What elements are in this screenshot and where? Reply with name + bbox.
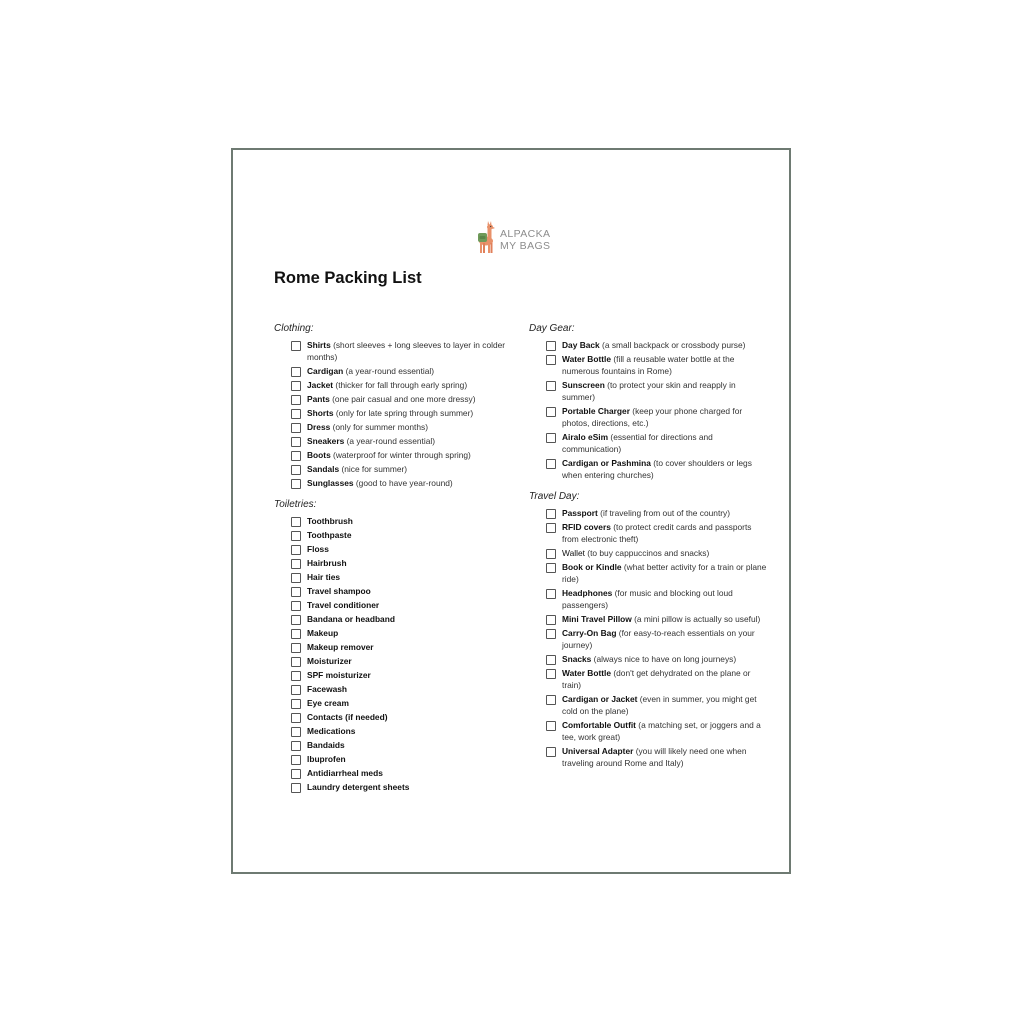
checklist-item xyxy=(291,557,514,569)
item-description: (fill a reusable water bottle at the numerous fountains in Rome) xyxy=(562,354,735,376)
checklist-item xyxy=(291,641,514,653)
checklist-item xyxy=(291,753,514,765)
logo-line-1: ALPACKA xyxy=(500,227,551,240)
item-name: Day Back xyxy=(562,340,600,350)
checkbox[interactable] xyxy=(291,657,301,667)
item-name: Pants xyxy=(307,394,330,404)
item-name: Cardigan or Jacket xyxy=(562,694,638,704)
item-text xyxy=(562,561,769,585)
item-text xyxy=(307,365,514,377)
logo-line-2: MY BAGS xyxy=(500,239,551,252)
item-text xyxy=(562,339,769,351)
checkbox[interactable] xyxy=(546,381,556,391)
item-text xyxy=(307,641,514,653)
item-text xyxy=(562,627,769,651)
item-text xyxy=(562,745,769,769)
item-text xyxy=(562,405,769,429)
item-name: Water Bottle xyxy=(562,668,612,678)
checklist-item xyxy=(291,379,514,391)
item-description: (only for late spring through summer) xyxy=(333,408,474,418)
checkbox[interactable] xyxy=(291,367,301,377)
item-text xyxy=(307,557,514,569)
item-text xyxy=(562,693,769,717)
checklist-item xyxy=(291,435,514,447)
checklist-item xyxy=(546,667,769,691)
checklist-item xyxy=(546,587,769,611)
checklist-item xyxy=(291,585,514,597)
section-heading: Travel Day: xyxy=(529,491,580,502)
item-description: (for easy-to-reach essentials on your journey) xyxy=(562,628,755,650)
item-text xyxy=(307,585,514,597)
item-description: (even in summer, you might get cold on the plane) xyxy=(562,694,757,716)
checkbox[interactable] xyxy=(291,643,301,653)
checkbox[interactable] xyxy=(291,699,301,709)
checkbox[interactable] xyxy=(291,341,301,351)
item-name: Sunscreen xyxy=(562,380,605,390)
item-name: Sneakers xyxy=(307,436,345,446)
item-name: Makeup remover xyxy=(307,642,374,652)
item-text xyxy=(307,515,514,527)
left-column xyxy=(274,322,514,795)
item-text xyxy=(562,653,769,665)
item-name: Eye cream xyxy=(307,698,349,708)
item-text xyxy=(307,339,514,363)
item-description: (thicker for fall through early spring) xyxy=(333,380,468,390)
item-text xyxy=(562,587,769,611)
item-name: Water Bottle xyxy=(562,354,612,364)
checklist-item xyxy=(546,521,769,545)
checkbox[interactable] xyxy=(291,671,301,681)
checklist-item xyxy=(546,457,769,481)
checklist-item xyxy=(546,379,769,403)
item-description: (to cover shoulders or legs when entering churches) xyxy=(562,458,752,480)
section-heading: Day Gear: xyxy=(529,323,575,334)
checklist-item xyxy=(291,627,514,639)
item-name: Dress xyxy=(307,422,331,432)
checklist-item xyxy=(291,767,514,779)
item-name: Bandana or headband xyxy=(307,614,395,624)
checklist-item xyxy=(291,543,514,555)
item-description: (only for summer months) xyxy=(330,422,429,432)
item-name: Cardigan xyxy=(307,366,344,376)
alpaca-icon xyxy=(476,220,498,259)
checklist-item xyxy=(291,571,514,583)
item-name: Travel shampoo xyxy=(307,586,371,596)
item-name: Wallet xyxy=(562,548,585,558)
item-text xyxy=(562,667,769,691)
checkbox[interactable] xyxy=(546,721,556,731)
right-column xyxy=(529,322,769,771)
item-description: (a matching set, or joggers and a tee, work great) xyxy=(562,720,761,742)
checklist-item xyxy=(291,655,514,667)
checkbox[interactable] xyxy=(291,601,301,611)
logo xyxy=(476,220,550,259)
item-name: Passport xyxy=(562,508,598,518)
checkbox[interactable] xyxy=(291,755,301,765)
item-name: Travel conditioner xyxy=(307,600,380,610)
item-name: Comfortable Outfit xyxy=(562,720,636,730)
checkbox[interactable] xyxy=(546,433,556,443)
item-description: (what better activity for a train or plane ride) xyxy=(562,562,767,584)
item-text xyxy=(307,753,514,765)
item-name: SPF moisturizer xyxy=(307,670,371,680)
checklist xyxy=(274,339,514,489)
item-text xyxy=(562,353,769,377)
item-name: Headphones xyxy=(562,588,613,598)
item-name: Hairbrush xyxy=(307,558,347,568)
checkbox[interactable] xyxy=(546,407,556,417)
checklist-item xyxy=(291,515,514,527)
section-travel-day xyxy=(529,490,769,769)
checklist-item xyxy=(291,697,514,709)
section-heading: Toiletries: xyxy=(274,499,317,510)
item-name: Toothpaste xyxy=(307,530,352,540)
page-title: Rome Packing List xyxy=(274,269,422,287)
checklist-item xyxy=(291,739,514,751)
item-description: (a year-round essential) xyxy=(344,436,436,446)
checklist-item xyxy=(291,463,514,475)
item-text xyxy=(562,379,769,403)
section-toiletries xyxy=(274,498,514,793)
checkbox[interactable] xyxy=(291,629,301,639)
item-name: RFID covers xyxy=(562,522,611,532)
checkbox[interactable] xyxy=(546,523,556,533)
checklist-item xyxy=(291,477,514,489)
checkbox[interactable] xyxy=(291,437,301,447)
item-name: Cardigan or Pashmina xyxy=(562,458,651,468)
item-name: Jacket xyxy=(307,380,334,390)
item-name: Hair ties xyxy=(307,572,341,582)
item-text xyxy=(307,599,514,611)
checkbox[interactable] xyxy=(291,685,301,695)
checkbox[interactable] xyxy=(291,531,301,541)
checkbox[interactable] xyxy=(291,615,301,625)
item-name: Sandals xyxy=(307,464,340,474)
checklist-item xyxy=(291,393,514,405)
item-name: Shirts xyxy=(307,340,331,350)
item-name: Airalo eSim xyxy=(562,432,609,442)
checklist-item xyxy=(546,547,769,559)
item-name: Ibuprofen xyxy=(307,754,346,764)
item-text xyxy=(562,521,769,545)
checkbox[interactable] xyxy=(291,573,301,583)
checkbox[interactable] xyxy=(546,563,556,573)
item-description: (waterproof for winter through spring) xyxy=(330,450,471,460)
checkbox[interactable] xyxy=(546,747,556,757)
checkbox[interactable] xyxy=(291,479,301,489)
checklist-item xyxy=(291,421,514,433)
checkbox[interactable] xyxy=(291,559,301,569)
checkbox[interactable] xyxy=(291,423,301,433)
checkbox[interactable] xyxy=(546,341,556,351)
checklist xyxy=(529,339,769,481)
checklist-item xyxy=(291,711,514,723)
item-text xyxy=(307,739,514,751)
checkbox[interactable] xyxy=(546,629,556,639)
item-description: (if traveling from out of the country) xyxy=(597,508,731,518)
item-name: Facewash xyxy=(307,684,348,694)
checklist-item xyxy=(546,405,769,429)
item-description: (to protect credit cards and passports from electronic theft) xyxy=(562,522,752,544)
checklist-item xyxy=(546,507,769,519)
item-description: (always nice to have on long journeys) xyxy=(591,654,737,664)
item-text xyxy=(307,435,514,447)
item-name: Universal Adapter xyxy=(562,746,634,756)
section-day-gear xyxy=(529,322,769,481)
item-description: (to buy cappuccinos and snacks) xyxy=(584,548,710,558)
item-name: Mini Travel Pillow xyxy=(562,614,632,624)
item-text xyxy=(562,547,769,559)
item-name: Laundry detergent sheets xyxy=(307,782,410,792)
checklist-item xyxy=(291,407,514,419)
item-text xyxy=(307,449,514,461)
checkbox[interactable] xyxy=(546,695,556,705)
checklist-item xyxy=(291,339,514,363)
checkbox[interactable] xyxy=(546,589,556,599)
checkbox[interactable] xyxy=(291,545,301,555)
checkbox[interactable] xyxy=(546,355,556,365)
checklist-item xyxy=(291,669,514,681)
section-clothing xyxy=(274,322,514,489)
checklist-item xyxy=(546,653,769,665)
checkbox[interactable] xyxy=(546,669,556,679)
checklist xyxy=(529,507,769,769)
checklist-item xyxy=(546,561,769,585)
item-name: Antidiarrheal meds xyxy=(307,768,383,778)
checkbox[interactable] xyxy=(291,465,301,475)
item-description: (essential for directions and communication) xyxy=(562,432,713,454)
checkbox[interactable] xyxy=(291,783,301,793)
item-name: Bandaids xyxy=(307,740,345,750)
item-text xyxy=(307,379,514,391)
item-name: Moisturizer xyxy=(307,656,352,666)
item-description: (for music and blocking out loud passengers) xyxy=(562,588,733,610)
item-text xyxy=(307,627,514,639)
item-description: (good to have year-round) xyxy=(353,478,453,488)
item-name: Medications xyxy=(307,726,356,736)
checkbox[interactable] xyxy=(291,769,301,779)
checklist-item xyxy=(291,529,514,541)
item-text xyxy=(307,697,514,709)
checklist-item xyxy=(291,781,514,793)
checklist-item xyxy=(546,353,769,377)
item-description: (a small backpack or crossbody purse) xyxy=(599,340,746,350)
checkbox[interactable] xyxy=(291,741,301,751)
checkbox[interactable] xyxy=(546,615,556,625)
checklist xyxy=(274,515,514,793)
item-text xyxy=(562,457,769,481)
item-name: Snacks xyxy=(562,654,592,664)
item-name: Boots xyxy=(307,450,331,460)
checkbox[interactable] xyxy=(546,509,556,519)
item-name: Makeup xyxy=(307,628,339,638)
item-text xyxy=(307,543,514,555)
item-text xyxy=(562,719,769,743)
item-description: (a mini pillow is actually so useful) xyxy=(631,614,761,624)
item-text xyxy=(307,571,514,583)
item-description: (one pair casual and one more dressy) xyxy=(329,394,476,404)
item-description: (keep your phone charged for photos, directions, etc.) xyxy=(562,406,743,428)
checkbox[interactable] xyxy=(546,459,556,469)
checkbox[interactable] xyxy=(291,409,301,419)
checklist-item xyxy=(291,449,514,461)
item-description: (don't get dehydrated on the plane or train) xyxy=(562,668,751,690)
item-description: (you will likely need one when traveling around Rome and Italy) xyxy=(562,746,747,768)
item-text xyxy=(307,669,514,681)
checkbox[interactable] xyxy=(291,727,301,737)
item-name: Shorts xyxy=(307,408,334,418)
item-text xyxy=(307,711,514,723)
item-name: Contacts (if needed) xyxy=(307,712,388,722)
item-description: (short sleeves + long sleeves to layer in colder months) xyxy=(307,340,506,362)
checkbox[interactable] xyxy=(291,587,301,597)
checkbox[interactable] xyxy=(291,517,301,527)
checklist-item xyxy=(546,745,769,769)
item-text xyxy=(307,781,514,793)
item-name: Sunglasses xyxy=(307,478,354,488)
item-text xyxy=(562,613,769,625)
item-text xyxy=(307,725,514,737)
checklist-item xyxy=(291,365,514,377)
item-description: (to protect your skin and reapply in summer) xyxy=(562,380,736,402)
item-name: Toothbrush xyxy=(307,516,353,526)
checkbox[interactable] xyxy=(291,395,301,405)
item-text xyxy=(562,431,769,455)
item-text xyxy=(307,683,514,695)
checklist-item xyxy=(546,627,769,651)
item-name: Book or Kindle xyxy=(562,562,622,572)
item-text xyxy=(307,529,514,541)
checkbox[interactable] xyxy=(291,451,301,461)
checkbox[interactable] xyxy=(546,549,556,559)
checklist-item xyxy=(546,613,769,625)
checklist-item xyxy=(546,693,769,717)
logo-wordmark xyxy=(500,228,550,252)
item-text xyxy=(307,767,514,779)
item-text xyxy=(307,421,514,433)
checklist-item xyxy=(291,683,514,695)
section-heading: Clothing: xyxy=(274,323,314,334)
item-description: (a year-round essential) xyxy=(343,366,435,376)
checklist-item xyxy=(291,599,514,611)
checkbox[interactable] xyxy=(291,381,301,391)
item-text xyxy=(307,655,514,667)
checklist-item xyxy=(291,725,514,737)
checklist-item xyxy=(546,339,769,351)
item-text xyxy=(307,463,514,475)
checklist-item xyxy=(546,719,769,743)
checkbox[interactable] xyxy=(291,713,301,723)
item-name: Portable Charger xyxy=(562,406,630,416)
item-text xyxy=(307,613,514,625)
item-name: Floss xyxy=(307,544,329,554)
item-description: (nice for summer) xyxy=(339,464,408,474)
item-text xyxy=(307,477,514,489)
item-text xyxy=(307,407,514,419)
packing-list-page xyxy=(231,148,791,874)
checklist-item xyxy=(291,613,514,625)
item-name: Carry-On Bag xyxy=(562,628,617,638)
item-text xyxy=(562,507,769,519)
checkbox[interactable] xyxy=(546,655,556,665)
checklist-item xyxy=(546,431,769,455)
item-text xyxy=(307,393,514,405)
